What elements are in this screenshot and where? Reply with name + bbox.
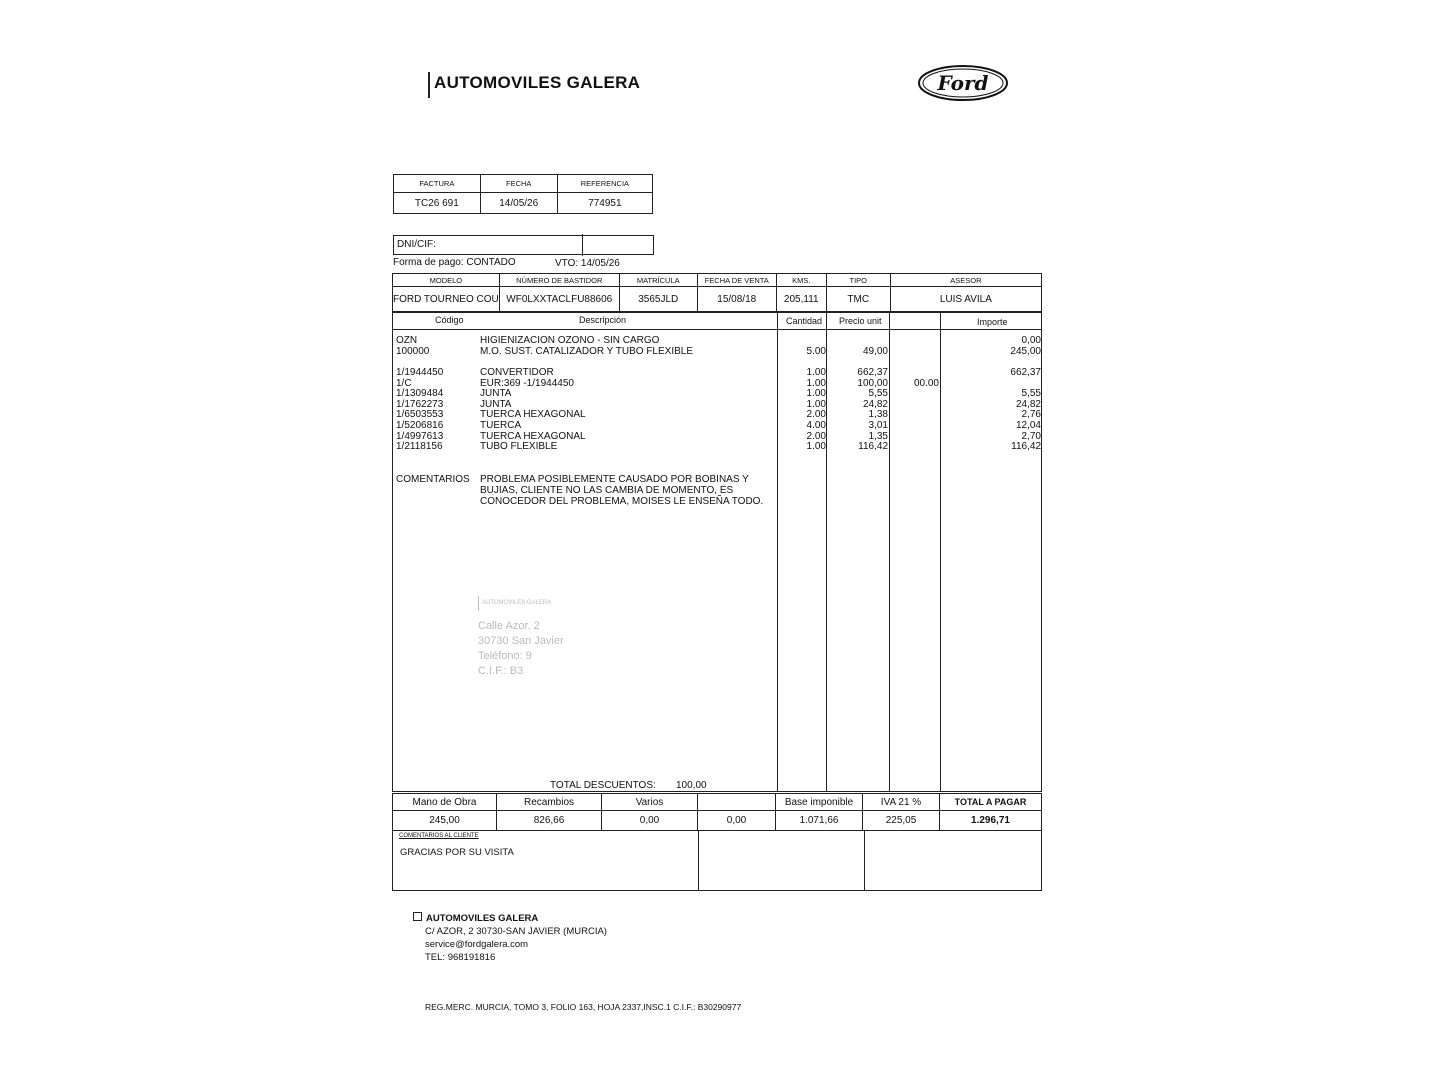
line-amount: 116,42 (1011, 441, 1041, 452)
line-description: CONVERTIDOR (480, 367, 554, 378)
vehicle-advisor: LUIS AVILA (890, 287, 1041, 312)
line-item (393, 367, 1041, 378)
line-description: TUBO FLEXIBLE (480, 441, 558, 452)
totals-header: Mano de Obra (393, 794, 497, 811)
line-code: OZN (396, 335, 418, 346)
line-code: 1/1944450 (396, 367, 444, 378)
line-quantity: 4.00 (806, 420, 826, 431)
line-description: TUERCA (480, 420, 522, 431)
line-description: HIGIENIZACION OZONO - SIN CARGO (480, 335, 660, 346)
line-code: 1/1309484 (396, 388, 444, 399)
box-divider (864, 831, 865, 890)
totals-header (698, 794, 776, 811)
line-code: 1/5206816 (396, 420, 444, 431)
importe-header: Importe (977, 317, 1008, 327)
footer-address (413, 912, 607, 964)
fecha-label: FECHA (480, 175, 557, 193)
descripcion-header: Descripción (579, 315, 627, 325)
line-description: JUNTA (480, 399, 512, 410)
vehicle-type: TMC (826, 287, 890, 312)
line-quantity: 1.00 (806, 388, 826, 399)
totals-header: IVA 21 % (863, 794, 940, 811)
stamp-line: Teléfono: 9 (478, 650, 532, 662)
vehicle-header: TIPO (826, 274, 890, 287)
line-code: 1/6503553 (396, 409, 444, 420)
dni-divider (582, 234, 583, 256)
total-a-pagar-value: 1.296,71 (940, 811, 1042, 831)
line-description: TUERCA HEXAGONAL (480, 431, 586, 442)
referencia-label: REFERENCIA (557, 175, 652, 193)
comments-line: PROBLEMA POSIBLEMENTE CAUSADO POR BOBINAS Y (480, 474, 749, 485)
line-amount: 0,00 (1021, 335, 1041, 346)
line-description: JUNTA (480, 388, 512, 399)
footer-company: AUTOMOVILES GALERA (413, 912, 607, 925)
line-code: 1/2118156 (396, 441, 443, 452)
vehicle-kms: 205,111 (776, 287, 826, 312)
total-descuentos-label: TOTAL DESCUENTOS: (550, 780, 656, 791)
line-code: 1/C (396, 378, 412, 389)
line-description: M.O. SUST. CATALIZADOR Y TUBO FLEXIBLE (480, 346, 694, 357)
line-price: 1,38 (868, 409, 888, 420)
totals-header: Base imponible (776, 794, 863, 811)
totals-header: Varios (602, 794, 698, 811)
line-price: 662,37 (857, 367, 888, 378)
ford-logo (917, 64, 1009, 102)
invoice-box (393, 174, 653, 214)
fecha-value: 14/05/26 (480, 193, 557, 214)
vehicle-header: KMS. (776, 274, 826, 287)
line-amount: 12,04 (1015, 420, 1041, 431)
line-price: 5,55 (868, 388, 888, 399)
line-amount: 662,37 (1010, 367, 1041, 378)
footer-street: C/ AZOR, 2 30730-SAN JAVIER (MURCIA) (425, 926, 607, 937)
iva-value: 225,05 (863, 811, 940, 831)
line-quantity: 1.00 (806, 378, 826, 389)
dni-label: DNI/CIF: (397, 239, 436, 250)
line-quantity: 1.00 (806, 367, 826, 378)
base-imponible-value: 1.071,66 (776, 811, 863, 831)
line-amount: 245,00 (1010, 346, 1041, 357)
cantidad-header: Cantidad (786, 316, 823, 326)
line-amount: 2,76 (1021, 409, 1041, 420)
factura-value: TC26 691 (394, 193, 481, 214)
vehicle-vin: WF0LXXTACLFU88606 (499, 287, 619, 312)
line-quantity: 5.00 (806, 346, 826, 357)
line-item (393, 346, 1041, 357)
totals-table (392, 793, 1042, 831)
lines-table (392, 312, 1042, 792)
checkbox-icon (413, 912, 422, 921)
line-description: EUR:369 -1/1944450 (480, 378, 574, 389)
header-divider (393, 329, 1041, 330)
line-item (393, 420, 1041, 431)
total-descuentos-value: 100,00 (676, 780, 707, 791)
line-item (393, 409, 1041, 420)
line-price: 116,42 (858, 441, 888, 452)
line-code: 100000 (396, 346, 430, 357)
extra-value: 0,00 (698, 811, 776, 831)
vehicle-table (392, 273, 1042, 312)
svg-text:Ford: Ford (937, 71, 989, 95)
line-price: 1,35 (868, 431, 888, 442)
mano-obra-value: 245,00 (393, 811, 497, 831)
line-discount: 00.00 (913, 378, 939, 389)
customer-comments-text: GRACIAS POR SU VISITA (400, 847, 514, 858)
company-stamp (478, 596, 588, 688)
comments-label: COMENTARIOS (396, 474, 470, 485)
line-quantity: 2.00 (806, 409, 826, 420)
line-item (393, 388, 1041, 399)
vto: VTO: 14/05/26 (555, 258, 620, 269)
recambios-value: 826,66 (497, 811, 602, 831)
line-code: 1/4997613 (396, 431, 444, 442)
footer-registry: REG.MERC. MURCIA, TOMO 3, FOLIO 163, HOJA 2337,INSC.1 C.I.F.: B30290977 (425, 1002, 742, 1012)
totals-header: TOTAL A PAGAR (940, 794, 1042, 811)
codigo-header: Código (435, 315, 464, 325)
line-quantity: 1.00 (806, 441, 826, 452)
vehicle-plate: 3565JLD (619, 287, 697, 312)
precio-header: Precio unit (839, 316, 882, 326)
customer-comments-label: COMENTARIOS AL CLIENTE (399, 833, 479, 839)
payment-line (393, 257, 516, 268)
stamp-line: 30730 San Javier (478, 635, 564, 647)
stamp-line: C.I.F.: B3 (478, 665, 524, 677)
line-amount: 5,55 (1021, 388, 1041, 399)
factura-label: FACTURA (394, 175, 481, 193)
totals-header: Recambios (497, 794, 602, 811)
footer-email: service@fordgalera.com (425, 939, 529, 950)
vehicle-sale-date: 15/08/18 (697, 287, 776, 312)
line-item (393, 441, 1041, 452)
varios-value: 0,00 (602, 811, 698, 831)
footer-tel: TEL: 968191816 (425, 952, 496, 963)
line-amount: 24,82 (1015, 399, 1041, 410)
line-price: 100,00 (857, 378, 888, 389)
vehicle-model: FORD TOURNEO COU (393, 287, 500, 312)
referencia-value: 774951 (557, 193, 652, 214)
comments-line: CONOCEDOR DEL PROBLEMA, MOISES LE ENSEÑA TODO. (480, 496, 764, 507)
line-price: 3,01 (868, 420, 888, 431)
line-quantity: 1.00 (806, 399, 826, 410)
vehicle-header: FECHA DE VENTA (697, 274, 776, 287)
line-price: 24,82 (862, 399, 888, 410)
vehicle-header: MODELO (393, 274, 500, 287)
line-code: 1/1762273 (396, 399, 444, 410)
stamp-line: AUTOMOVILES GALERA (478, 596, 588, 611)
payment-label: Forma de pago: (393, 257, 464, 268)
line-amount: 2,70 (1021, 431, 1041, 442)
company-name: AUTOMOVILES GALERA (428, 72, 640, 98)
line-description: TUERCA HEXAGONAL (480, 409, 586, 420)
box-divider (698, 831, 699, 890)
line-price: 49,00 (862, 346, 888, 357)
vehicle-header: MATRÍCULA (619, 274, 697, 287)
line-quantity: 2.00 (806, 431, 826, 442)
vehicle-header: NÚMERO DE BASTIDOR (499, 274, 619, 287)
customer-comments-box (392, 830, 1042, 891)
stamp-line: Calle Azor, 2 (478, 620, 540, 632)
comments-line: BUJIAS, CLIENTE NO LAS CAMBIA DE MOMENTO, ES (480, 485, 734, 496)
vehicle-header: ASESOR (890, 274, 1041, 287)
line-item (393, 335, 1041, 346)
comments-text (480, 474, 763, 507)
dni-box (393, 235, 654, 255)
payment-value: CONTADO (466, 257, 516, 268)
